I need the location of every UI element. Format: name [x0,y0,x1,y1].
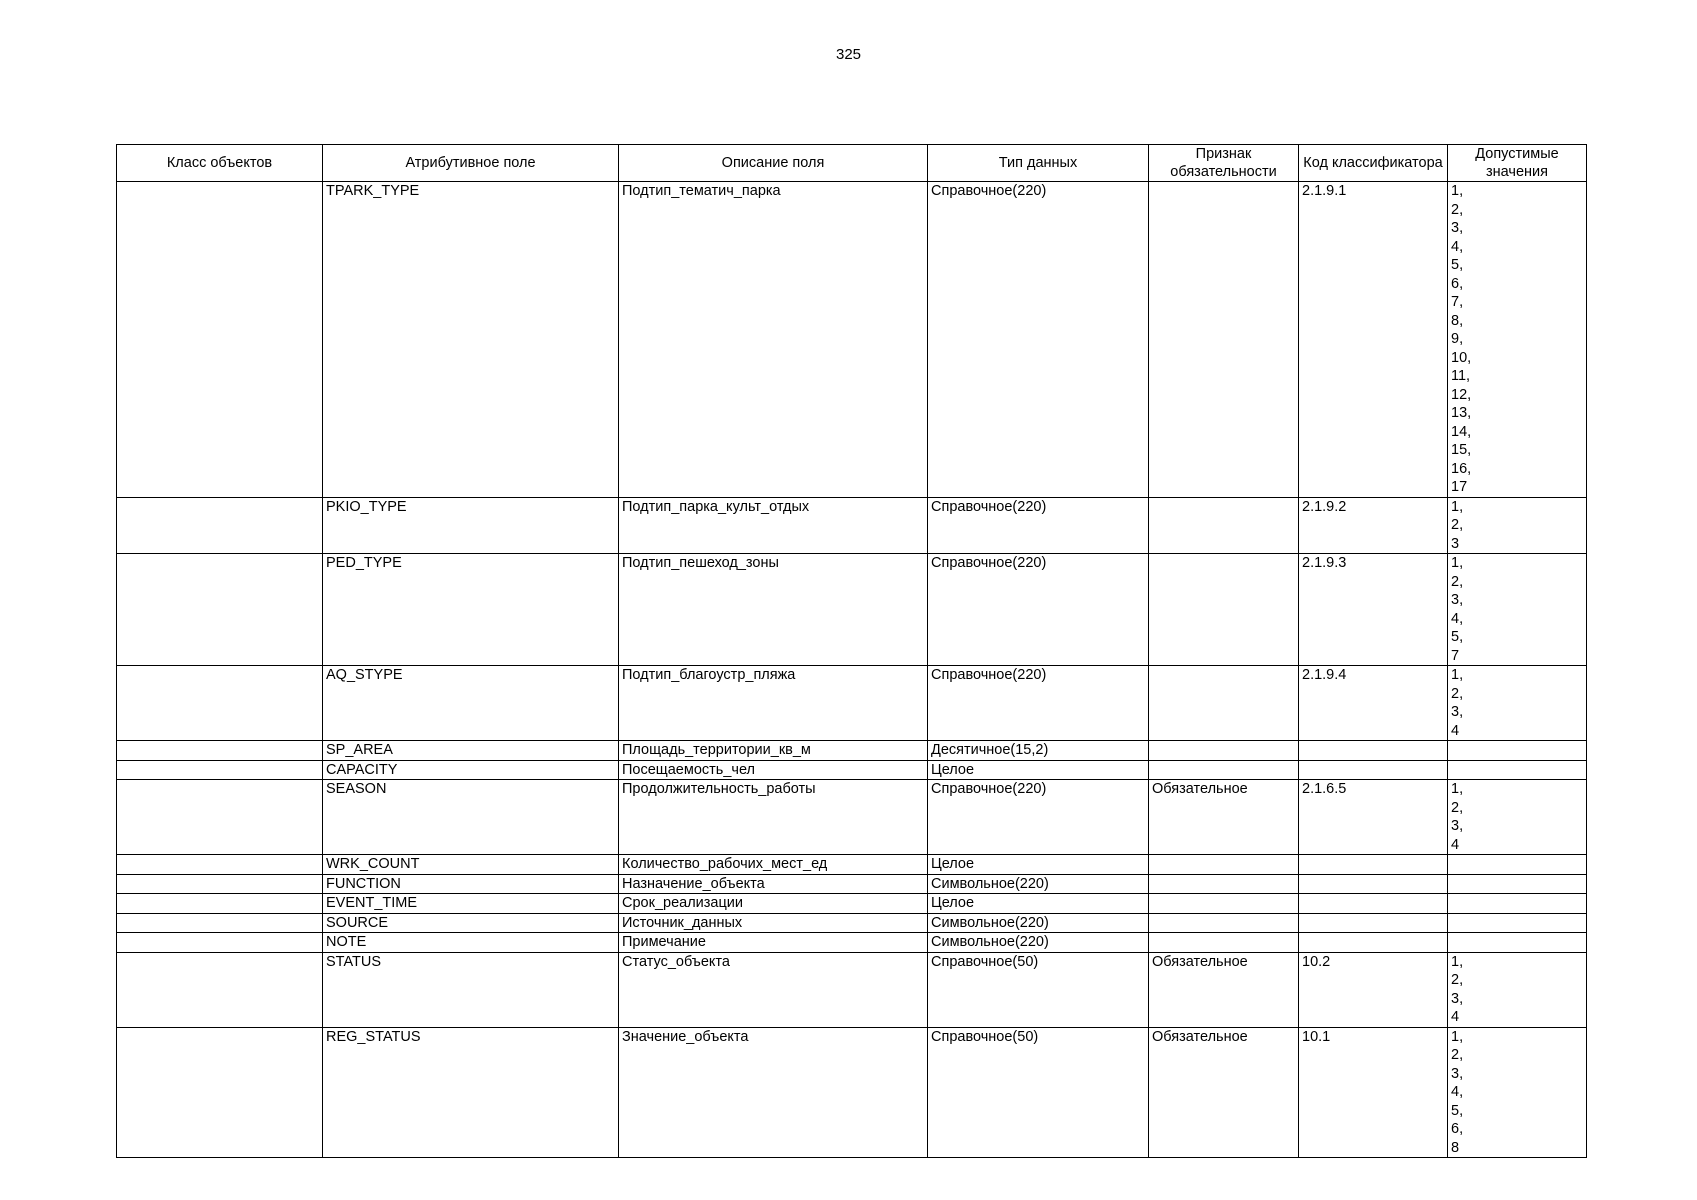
type-cell: Целое [928,760,1149,780]
field-cell: REG_STATUS [323,1027,619,1158]
code-cell: 2.1.6.5 [1299,780,1448,855]
required-cell [1149,913,1299,933]
table-row [117,1027,1587,1158]
class-cell [117,182,323,498]
required-cell [1149,874,1299,894]
field-cell: FUNCTION [323,874,619,894]
required-cell [1149,933,1299,953]
field-cell: AQ_STYPE [323,666,619,741]
code-cell [1299,760,1448,780]
code-cell [1299,741,1448,761]
required-cell [1149,182,1299,498]
description-cell: Подтип_парка_культ_отдых [619,497,928,554]
type-cell: Целое [928,855,1149,875]
code-cell [1299,933,1448,953]
allowed-values-cell [1448,913,1587,933]
code-cell [1299,913,1448,933]
description-cell: Статус_объекта [619,952,928,1027]
description-cell: Подтип_пешеход_зоны [619,554,928,666]
required-cell [1149,741,1299,761]
description-cell: Назначение_объекта [619,874,928,894]
class-cell [117,933,323,953]
class-cell [117,855,323,875]
table-row [117,760,1587,780]
allowed-values-cell [1448,874,1587,894]
description-cell: Срок_реализации [619,894,928,914]
description-cell: Подтип_благоустр_пляжа [619,666,928,741]
table-row [117,933,1587,953]
allowed-values-cell [1448,933,1587,953]
attribute-table [116,144,1587,1158]
class-cell [117,741,323,761]
description-cell: Продолжительность_работы [619,780,928,855]
required-cell [1149,554,1299,666]
class-cell [117,952,323,1027]
description-cell: Количество_рабочих_мест_ед [619,855,928,875]
required-cell: Обязательное [1149,1027,1299,1158]
type-cell: Справочное(220) [928,666,1149,741]
class-cell [117,760,323,780]
table-row [117,952,1587,1027]
column-header: Атрибутивное поле [323,145,619,182]
table-row [117,874,1587,894]
code-cell: 10.1 [1299,1027,1448,1158]
description-cell: Значение_объекта [619,1027,928,1158]
table-header-row [117,145,1587,182]
type-cell: Справочное(220) [928,497,1149,554]
required-cell [1149,497,1299,554]
code-cell [1299,874,1448,894]
allowed-values-cell: 1, 2, 3, 4, 5, 6, 7, 8, 9, 10, 11, 12, 13, 14, 15, 16, 17 [1448,182,1587,498]
code-cell: 10.2 [1299,952,1448,1027]
allowed-values-cell: 1, 2, 3 [1448,497,1587,554]
allowed-values-cell [1448,855,1587,875]
type-cell: Справочное(50) [928,1027,1149,1158]
type-cell: Символьное(220) [928,913,1149,933]
field-cell: CAPACITY [323,760,619,780]
column-header: Признак обязательности [1149,145,1299,182]
type-cell: Справочное(220) [928,182,1149,498]
description-cell: Подтип_тематич_парка [619,182,928,498]
type-cell: Справочное(220) [928,780,1149,855]
table-row [117,182,1587,498]
code-cell [1299,894,1448,914]
field-cell: SP_AREA [323,741,619,761]
type-cell: Десятичное(15,2) [928,741,1149,761]
table-row [117,666,1587,741]
type-cell: Символьное(220) [928,874,1149,894]
table-row [117,913,1587,933]
allowed-values-cell [1448,760,1587,780]
column-header: Тип данных [928,145,1149,182]
description-cell: Площадь_территории_кв_м [619,741,928,761]
table-row [117,497,1587,554]
required-cell: Обязательное [1149,780,1299,855]
column-header: Описание поля [619,145,928,182]
column-header: Допустимые значения [1448,145,1587,182]
class-cell [117,780,323,855]
required-cell [1149,894,1299,914]
field-cell: STATUS [323,952,619,1027]
class-cell [117,874,323,894]
field-cell: PKIO_TYPE [323,497,619,554]
field-cell: PED_TYPE [323,554,619,666]
allowed-values-cell: 1, 2, 3, 4 [1448,952,1587,1027]
allowed-values-cell: 1, 2, 3, 4, 5, 6, 8 [1448,1027,1587,1158]
class-cell [117,894,323,914]
type-cell: Целое [928,894,1149,914]
code-cell: 2.1.9.3 [1299,554,1448,666]
code-cell [1299,855,1448,875]
type-cell: Справочное(50) [928,952,1149,1027]
class-cell [117,666,323,741]
table-row [117,894,1587,914]
type-cell: Символьное(220) [928,933,1149,953]
required-cell [1149,666,1299,741]
table-row [117,741,1587,761]
class-cell [117,1027,323,1158]
field-cell: WRK_COUNT [323,855,619,875]
description-cell: Источник_данных [619,913,928,933]
allowed-values-cell [1448,741,1587,761]
column-header: Класс объектов [117,145,323,182]
class-cell [117,913,323,933]
allowed-values-cell: 1, 2, 3, 4 [1448,780,1587,855]
table-row [117,855,1587,875]
description-cell: Примечание [619,933,928,953]
code-cell: 2.1.9.2 [1299,497,1448,554]
field-cell: SOURCE [323,913,619,933]
allowed-values-cell [1448,894,1587,914]
description-cell: Посещаемость_чел [619,760,928,780]
class-cell [117,554,323,666]
code-cell: 2.1.9.1 [1299,182,1448,498]
class-cell [117,497,323,554]
required-cell: Обязательное [1149,952,1299,1027]
required-cell [1149,855,1299,875]
column-header: Код классификатора [1299,145,1448,182]
type-cell: Справочное(220) [928,554,1149,666]
field-cell: TPARK_TYPE [323,182,619,498]
field-cell: NOTE [323,933,619,953]
allowed-values-cell: 1, 2, 3, 4 [1448,666,1587,741]
field-cell: EVENT_TIME [323,894,619,914]
allowed-values-cell: 1, 2, 3, 4, 5, 7 [1448,554,1587,666]
table-row [117,554,1587,666]
code-cell: 2.1.9.4 [1299,666,1448,741]
field-cell: SEASON [323,780,619,855]
required-cell [1149,760,1299,780]
table-row [117,780,1587,855]
page-number: 325 [835,46,862,63]
